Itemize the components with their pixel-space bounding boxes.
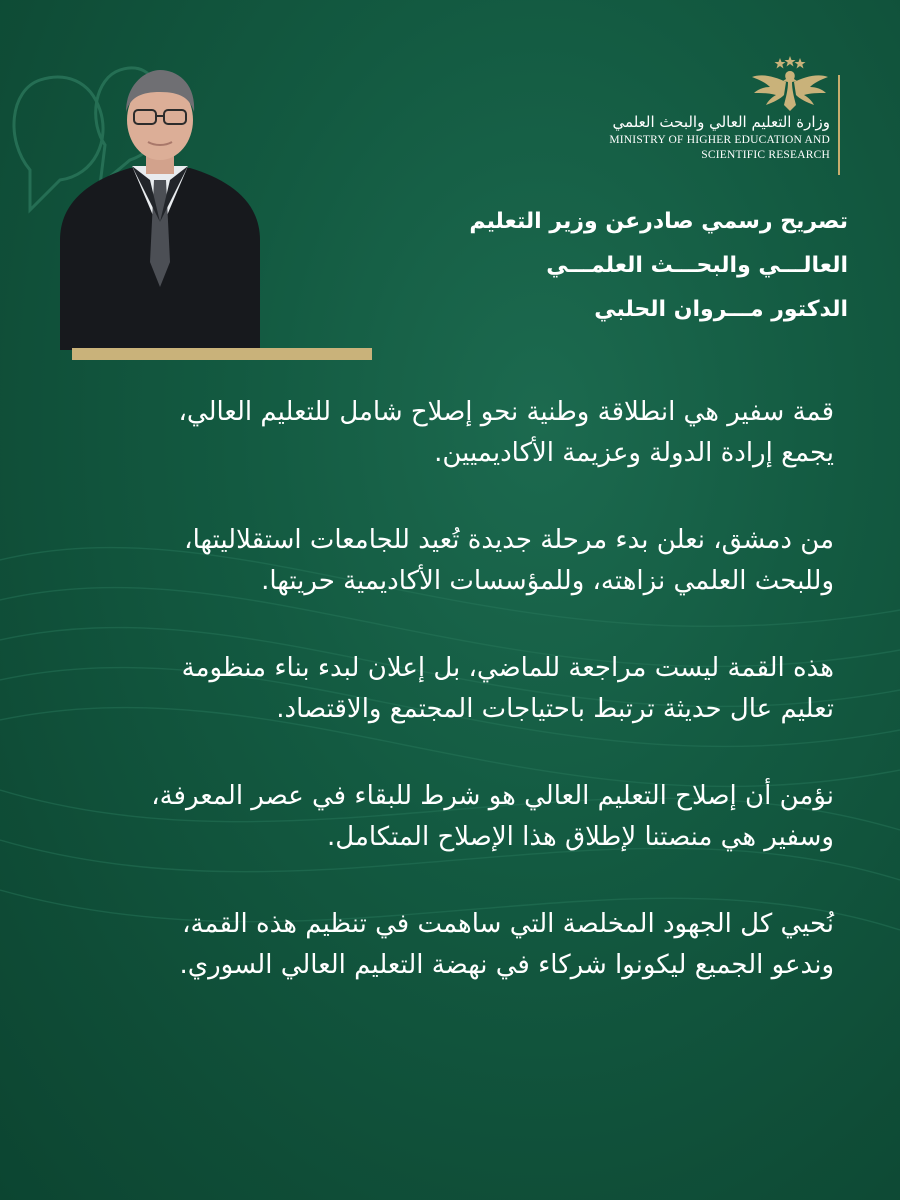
paragraph [44, 776, 834, 858]
logo-divider [838, 75, 840, 175]
paragraph-line: وللبحث العلمي نزاهته، وللمؤسسات الأكاديمية حريتها. [261, 566, 834, 596]
paragraph-line: من دمشق، نعلن بدء مرحلة جديدة تُعيد للجامعات استقلاليتها، [184, 525, 834, 555]
statement-headline [288, 200, 848, 332]
paragraph-line: يجمع إرادة الدولة وعزيمة الأكاديميين. [434, 438, 834, 468]
gold-accent-bar [72, 348, 372, 360]
ministry-name-english-line2: SCIENTIFIC RESEARCH [701, 149, 830, 161]
paragraph [44, 520, 834, 602]
ministry-name-english-line1: MINISTRY OF HIGHER EDUCATION AND [609, 134, 830, 146]
statement-body [44, 392, 834, 1032]
headline-line3: الدكتور مـــروان الحلبي [594, 297, 848, 322]
headline-line1: تصريح رسمي صادرعن وزير التعليم [469, 209, 848, 234]
headline-line2: العالـــي والبحـــث العلمـــي [546, 253, 848, 278]
paragraph-line: هذه القمة ليست مراجعة للماضي، بل إعلان لبدء بناء منظومة [181, 653, 834, 683]
paragraph [44, 904, 834, 986]
paragraph [44, 648, 834, 730]
minister-portrait [60, 62, 260, 350]
ministry-name-english [609, 133, 830, 163]
paragraph-line: تعليم عال حديثة ترتبط باحتياجات المجتمع والاقتصاد. [276, 694, 834, 724]
ministry-name-arabic: وزارة التعليم العالي والبحث العلمي [612, 113, 830, 131]
eagle-emblem-icon [750, 55, 830, 113]
paragraph-line: وسفير هي منصتنا لإطلاق هذا الإصلاح المتكامل. [327, 822, 834, 852]
paragraph-line: وندعو الجميع ليكونوا شركاء في نهضة التعليم العالي السوري. [179, 950, 834, 980]
paragraph-line: قمة سفير هي انطلاقة وطنية نحو إصلاح شامل للتعليم العالي، [178, 397, 834, 427]
paragraph-line: نؤمن أن إصلاح التعليم العالي هو شرط للبقاء في عصر المعرفة، [151, 781, 834, 811]
paragraph [44, 392, 834, 474]
paragraph-line: نُحيي كل الجهود المخلصة التي ساهمت في تنظيم هذه القمة، [182, 909, 834, 939]
